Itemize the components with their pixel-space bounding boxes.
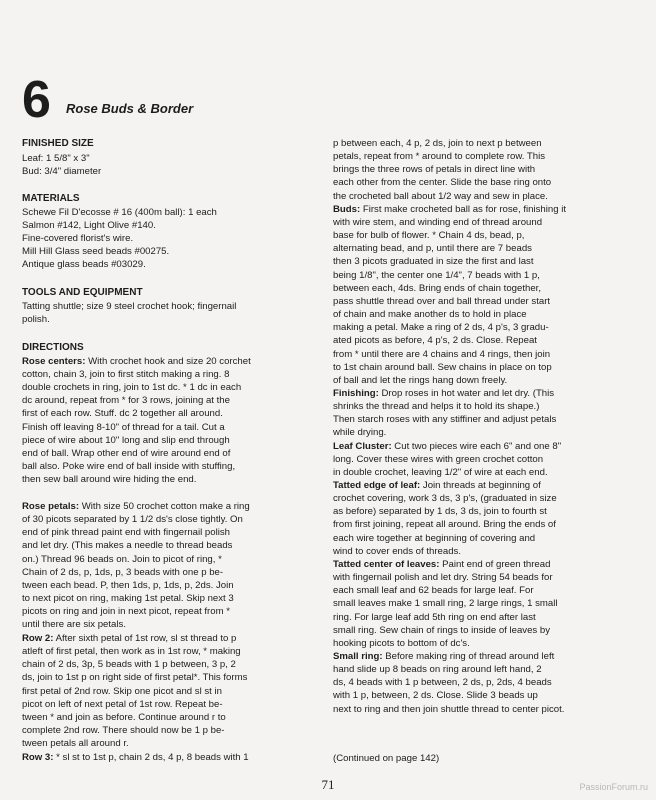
rose-petals-line: on.) Thread 96 beads on. Join to picot of ring, *	[22, 553, 222, 565]
rose-centers-line: cotton, chain 3, join to first stitch making a ring. 8	[22, 369, 230, 380]
buds-line: with wire stem, and winding end of thread around	[333, 217, 543, 228]
rose-centers-first-line: Rose centers: With crochet hook and size 20 corchet	[22, 356, 251, 367]
tatted-center-line: ring. For large leaf add 5th ring on end after last	[333, 611, 536, 623]
buds-line: between each, 4ds. Bring ends of chain together,	[333, 282, 542, 294]
buds-line: base for bulb of flower. * Chain 4 ds, bead, p,	[333, 230, 525, 242]
tatted-edge-line: as before) separated by 1 ds, 3 ds, join to fourth st	[333, 506, 547, 518]
tatted-center-line: small ring. Sew chain of rings to inside of leaves by	[333, 624, 551, 636]
finishing-line: shrinks the thread and helps it to hold its shape.)	[333, 401, 540, 412]
materials-line: Mill Hill Glass seed beads #00275.	[22, 246, 170, 257]
small-ring-line: hand slide up 8 beads on ring around left hand, 2	[333, 664, 542, 675]
row2-first-line: Row 2: After sixth petal of 1st row, sl st thread to p	[22, 633, 237, 644]
small-ring-line: with 1 p, between, 2 ds. Close. Slide 3 beads up	[333, 690, 538, 702]
buds-line: of chain and make another ds to hold in place	[333, 309, 527, 321]
rose-centers-line: dc around, repeat from * for 3 rows, joining at the	[22, 395, 230, 407]
tools-line: polish.	[22, 314, 50, 325]
continued-line: brings the three rows of petals in direct line with	[333, 164, 536, 176]
tatted-center-line: each small leaf and 62 beads for large leaf. For	[333, 585, 534, 597]
tatted-edge-first-line: Tatted edge of leaf: Join threads at beginning of	[333, 480, 541, 491]
small-ring-first-line: Small ring: Before making ring of thread around left	[333, 651, 555, 662]
rose-centers-label: Rose centers:	[22, 356, 86, 367]
rose-centers-line: first of each row. Stuff. dc 2 together all around.	[22, 408, 223, 420]
buds-line: pass shuttle thread over and ball thread under start	[333, 295, 551, 307]
continued-line: the crocheted ball about 1/2 way and sew in place.	[333, 190, 548, 202]
row2-line: tween * and join as before. Continue around r to	[22, 711, 226, 723]
continued-line: petals, repeat from * around to complete row. This	[333, 151, 546, 163]
materials-line: Schewe Fil D'ecosse # 16 (400m ball): 1 each	[22, 207, 217, 218]
buds-line: then 3 picots graduated in size the first and last	[333, 256, 534, 268]
buds-line: alternating bead, and p, until there are 7 beads	[333, 243, 532, 255]
finished-size-line: Leaf: 1 5/8" x 3"	[22, 153, 90, 164]
buds-line: ated picots as before, 4 p's, 2 ds. Close. Repeat	[333, 335, 537, 347]
tatted-center-line: hooking picots to bottom of dc's.	[333, 637, 470, 649]
materials-heading: MATERIALS	[22, 193, 80, 204]
page-number: 71	[321, 777, 335, 792]
continued-line: each other from the center. Slide the base ring onto	[333, 177, 552, 189]
finishing-line: while drying.	[333, 427, 387, 439]
row3-label: Row 3:	[22, 752, 54, 763]
buds-label: Buds:	[333, 204, 361, 215]
row2-line: atleft of first petal, then work as in 1st row, * making	[22, 646, 241, 657]
row2-line: ds, join to 1st p on right side of first petal*. This forms	[22, 672, 248, 684]
pattern-number: 6	[22, 71, 50, 129]
rose-centers-line: Finish off leaving 8-10" of thread for a tail. Cut a	[22, 421, 225, 433]
small-ring-label: Small ring:	[333, 651, 383, 662]
row2-line: chain of 2 ds, 3p, 5 beads with 1 p between, 3 p, 2	[22, 659, 236, 671]
rose-petals-line: Chain of 2 ds, p, 1ds, p, 3 beads with one p be-	[22, 566, 224, 578]
rose-petals-line: to next picot on ring, making 1st petal. Skip next 3	[22, 592, 234, 604]
tatted-edge-line: each wire together at beginning of covering and	[333, 532, 536, 544]
continued-note: (Continued on page 142)	[333, 753, 440, 764]
tools-line: Tatting shuttle; size 9 steel crochet hook; fingernail	[22, 301, 237, 312]
rose-petals-line: end of pink thread paint end with fingernail polish	[22, 527, 231, 539]
tools-heading: TOOLS AND EQUIPMENT	[22, 287, 143, 298]
small-ring-line: ds, 4 beads with 1 p between, 2 ds, p, 2ds, 4 beads	[333, 677, 552, 689]
tatted-edge-line: from first joining, repeat all around. Bring the ends of	[333, 519, 556, 531]
finished-size-heading: FINISHED SIZE	[22, 138, 94, 149]
finishing-line: Then starch roses with any stiffiner and adjust petals	[333, 414, 557, 426]
row2-line: tween petals all around r.	[22, 738, 129, 749]
leaf-cluster-line: in double crochet, leaving 1/2" of wire at each end.	[333, 467, 548, 479]
row2-label: Row 2:	[22, 633, 54, 644]
leaf-cluster-first-line: Leaf Cluster: Cut two pieces wire each 6" and one 8"	[333, 441, 562, 452]
rose-centers-line: then sew ball around wire hiding the end.	[22, 474, 197, 486]
rose-petals-line: tween each bead. P, then 1ds, p, 1ds, p, 2ds. Join	[22, 579, 234, 591]
row2-line: complete 2nd row. There should now be 1 p be-	[22, 724, 225, 736]
finished-size-line: Bud: 3/4" diameter	[22, 166, 102, 177]
rose-petals-line: picots on ring and join in next picot, repeat from *	[22, 606, 230, 617]
rose-petals-line: and let dry. (This makes a needle to thread beads	[22, 540, 233, 552]
materials-line: Antique glass beads #03029.	[22, 259, 146, 270]
rose-petals-label: Rose petals:	[22, 501, 80, 512]
tatted-center-line: with fingernail polish and let dry. String 54 beads for	[333, 572, 553, 583]
rose-centers-line: piece of wire about 10" long and slip end through	[22, 434, 230, 446]
rose-petals-line: of 30 picots separated by 1 1/2 ds's close tightly. On	[22, 514, 243, 525]
tatted-edge-label: Tatted edge of leaf:	[333, 480, 421, 491]
rose-petals-first-line: Rose petals: With size 50 crochet cotton make a ring	[22, 501, 250, 512]
materials-line: Fine-covered florist's wire.	[22, 233, 134, 244]
watermark: PassionForum.ru	[579, 782, 648, 792]
directions-heading: DIRECTIONS	[22, 342, 84, 353]
finishing-label: Finishing:	[333, 388, 379, 399]
buds-first-line: Buds: First make crocheted ball as for rose, finishing it	[333, 204, 567, 215]
tatted-edge-line: wind to cover ends of threads.	[333, 545, 461, 557]
row2-line: picot on left of next petal of 1st row. Repeat be-	[22, 698, 223, 710]
tatted-edge-line: crochet covering, work 3 ds, 3 p's, (graduated in size	[333, 493, 557, 504]
tatted-center-label: Tatted center of leaves:	[333, 559, 440, 570]
row2-line: first petal of 2nd row. Skip one picot and sl st in	[22, 685, 222, 697]
rose-petals-line: until there are six petals.	[22, 619, 126, 631]
materials-line: Salmon #142, Light Olive #140.	[22, 220, 156, 231]
small-ring-line: next to ring and then join shuttle thread to center picot.	[333, 703, 565, 715]
buds-line: making a petal. Make a ring of 2 ds, 4 p's, 3 gradu-	[333, 322, 549, 334]
finishing-first-line: Finishing: Drop roses in hot water and let dry. (This	[333, 388, 555, 399]
rose-centers-line: double crochets in ring, join to 1st dc. * 1 dc in each	[22, 382, 242, 394]
continued-line: p between each, 4 p, 2 ds, join to next p between	[333, 138, 542, 149]
buds-line: from * until there are 4 chains and 4 rings, then join	[333, 348, 551, 360]
pattern-title: Rose Buds & Border	[66, 101, 194, 116]
leaf-cluster-line: long. Cover these wires with green crochet cotton	[333, 454, 544, 465]
tatted-center-line: small leaves make 1 small ring, 2 large rings, 1 small	[333, 598, 558, 610]
buds-line: to 1st chain around ball. Sew chains in place on top	[333, 361, 552, 373]
leaf-cluster-label: Leaf Cluster:	[333, 441, 392, 452]
buds-line: of ball and let the rings hang down freely.	[333, 374, 508, 386]
buds-line: being 1/8", the center one 1/4", 7 beads with 1 p,	[333, 269, 540, 281]
rose-centers-line: ball also. Poke wire end of ball inside with stuffing,	[22, 461, 236, 473]
row3-first-line: Row 3: * sl st to 1st p, chain 2 ds, 4 p, 8 beads with 1	[22, 752, 249, 763]
tatted-center-first-line: Tatted center of leaves: Paint end of green thread	[333, 559, 551, 570]
rose-centers-line: end of ball. Wrap other end of wire around end of	[22, 447, 231, 459]
